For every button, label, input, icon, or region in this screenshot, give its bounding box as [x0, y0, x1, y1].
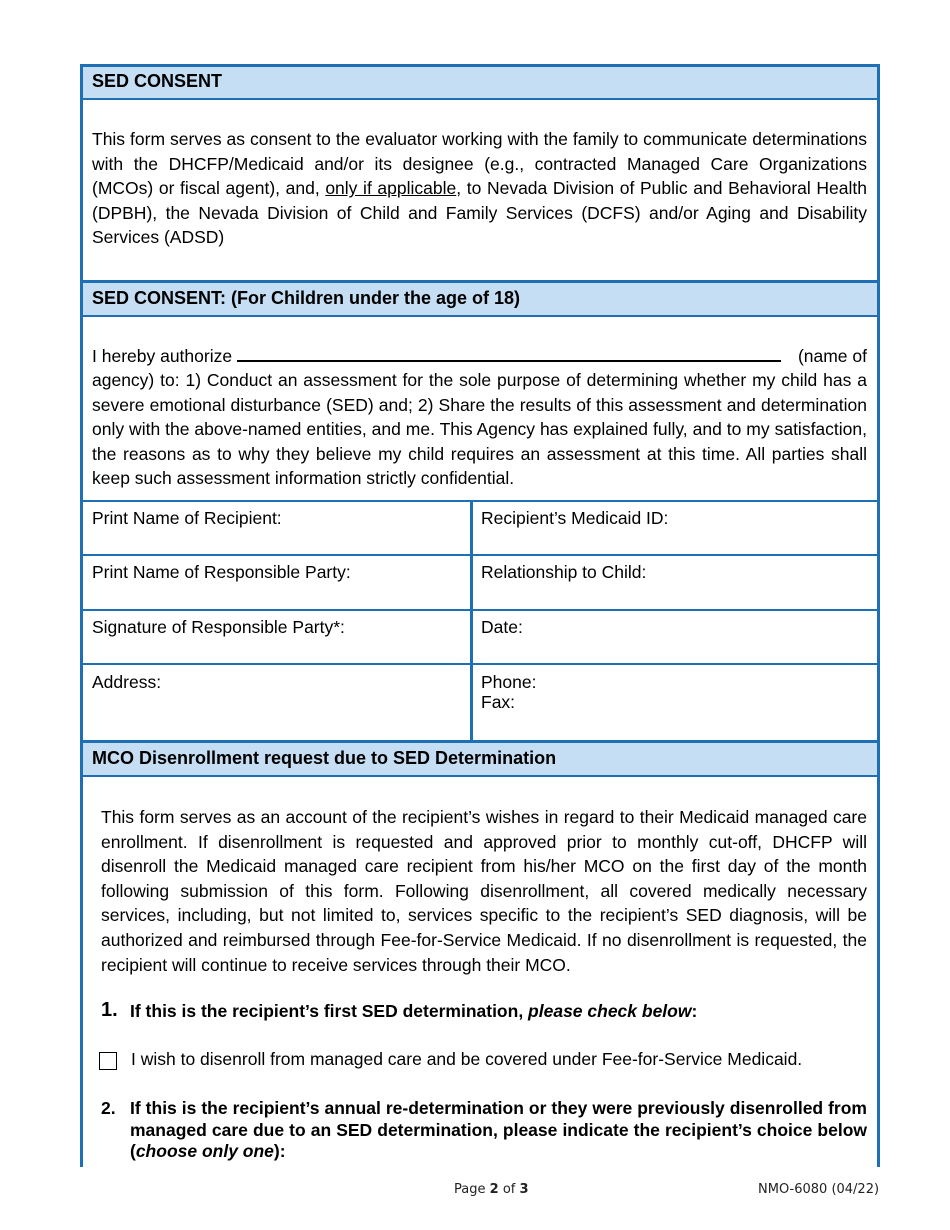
fax-field[interactable]: Fax: — [481, 692, 516, 712]
table-row-border — [83, 663, 877, 665]
form-id: NMO-6080 (04/22) — [758, 1182, 880, 1197]
consent-paragraph — [92, 127, 867, 250]
signature-field[interactable]: Signature of Responsible Party*: — [92, 617, 345, 637]
divider — [83, 315, 877, 317]
recipient-name-field[interactable]: Print Name of Recipient: — [92, 508, 282, 528]
question-1-number: 1. — [101, 999, 118, 1021]
consent-text-pre: This form serves as consent to the evaluator working with the family to communicate determinations with the DHCFP/Medicaid and/or its designee (e.g., contracted Managed Care Organizations (MCOs) or fiscal agent), and, — [92, 129, 867, 199]
divider — [83, 98, 877, 100]
authorize-line — [92, 344, 867, 369]
disenroll-checkbox[interactable] — [99, 1052, 117, 1070]
table-row-border — [83, 609, 877, 611]
table-column-divider — [470, 500, 473, 741]
relationship-field[interactable]: Relationship to Child: — [481, 562, 647, 582]
consent-text-underlined: only if applicable — [325, 178, 457, 199]
disenroll-option-label: I wish to disenroll from managed care and be covered under Fee-for-Service Medicaid. — [131, 1049, 803, 1069]
medicaid-id-field[interactable]: Recipient’s Medicaid ID: — [481, 508, 669, 528]
form-frame — [80, 64, 880, 1167]
authorize-paragraph: agency) to: 1) Conduct an assessment for the sole purpose of determining whether my child has a severe emotional disturbance (SED) and; 2) Share the results of this assessment and determination only with the above-named entities, and me. This Agency has explained fully, and to my satisfaction, the reasons as to why they believe my child requires an assessment at this time. All parties shall keep such assessment information strictly confidential. — [92, 370, 867, 489]
table-top-border — [83, 500, 877, 502]
page-number: Page 2 of 3 — [454, 1182, 529, 1197]
question-2-text: If this is the recipient’s annual re-determination or they were previously disenrolled from managed care due to an SED determination, please indicate the recipient’s choice below (choose only one): — [130, 1098, 867, 1161]
question-2-number: 2. — [101, 1098, 116, 1118]
consent-text-post: , to Nevada Division of Public and Behavioral Health (DPBH), the Nevada Division of Child and Family Services (DCFS) and/or Aging and Disability Services (ADSD) — [92, 178, 868, 248]
disenrollment-paragraph: This form serves as an account of the recipient’s wishes in regard to their Medicaid managed care enrollment. If disenrollment is requested and approved prior to monthly cut-off, DHCFP will disenroll the Medicaid managed care recipient from his/her MCO on the first day of the month following submission of this form. Following disenrollment, all covered medically necessary services, including, but not limited to, services specific to the recipient’s SED diagnosis, will be authorized and reimbursed through Fee-for-Service Medicaid. If no disenrollment is requested, the recipient will continue to receive services through their MCO. — [101, 807, 867, 975]
table-row-border — [83, 554, 877, 556]
question-1-text: If this is the recipient’s first SED determination, please check below: — [130, 1001, 698, 1021]
section-header-mco-disenrollment: MCO Disenrollment request due to SED Determination — [83, 743, 877, 775]
divider — [83, 775, 877, 777]
authorize-lead: I hereby authorize — [92, 346, 233, 366]
agency-name-input[interactable] — [237, 344, 781, 362]
responsible-party-name-field[interactable]: Print Name of Responsible Party: — [92, 562, 351, 582]
phone-field[interactable]: Phone: — [481, 672, 537, 692]
section-header-sed-consent-children: SED CONSENT: (For Children under the age of 18) — [83, 283, 877, 315]
date-field[interactable]: Date: — [481, 617, 523, 637]
section-header-sed-consent: SED CONSENT — [83, 67, 877, 98]
authorize-tail: (name of — [797, 346, 867, 366]
address-field[interactable]: Address: — [92, 672, 162, 692]
